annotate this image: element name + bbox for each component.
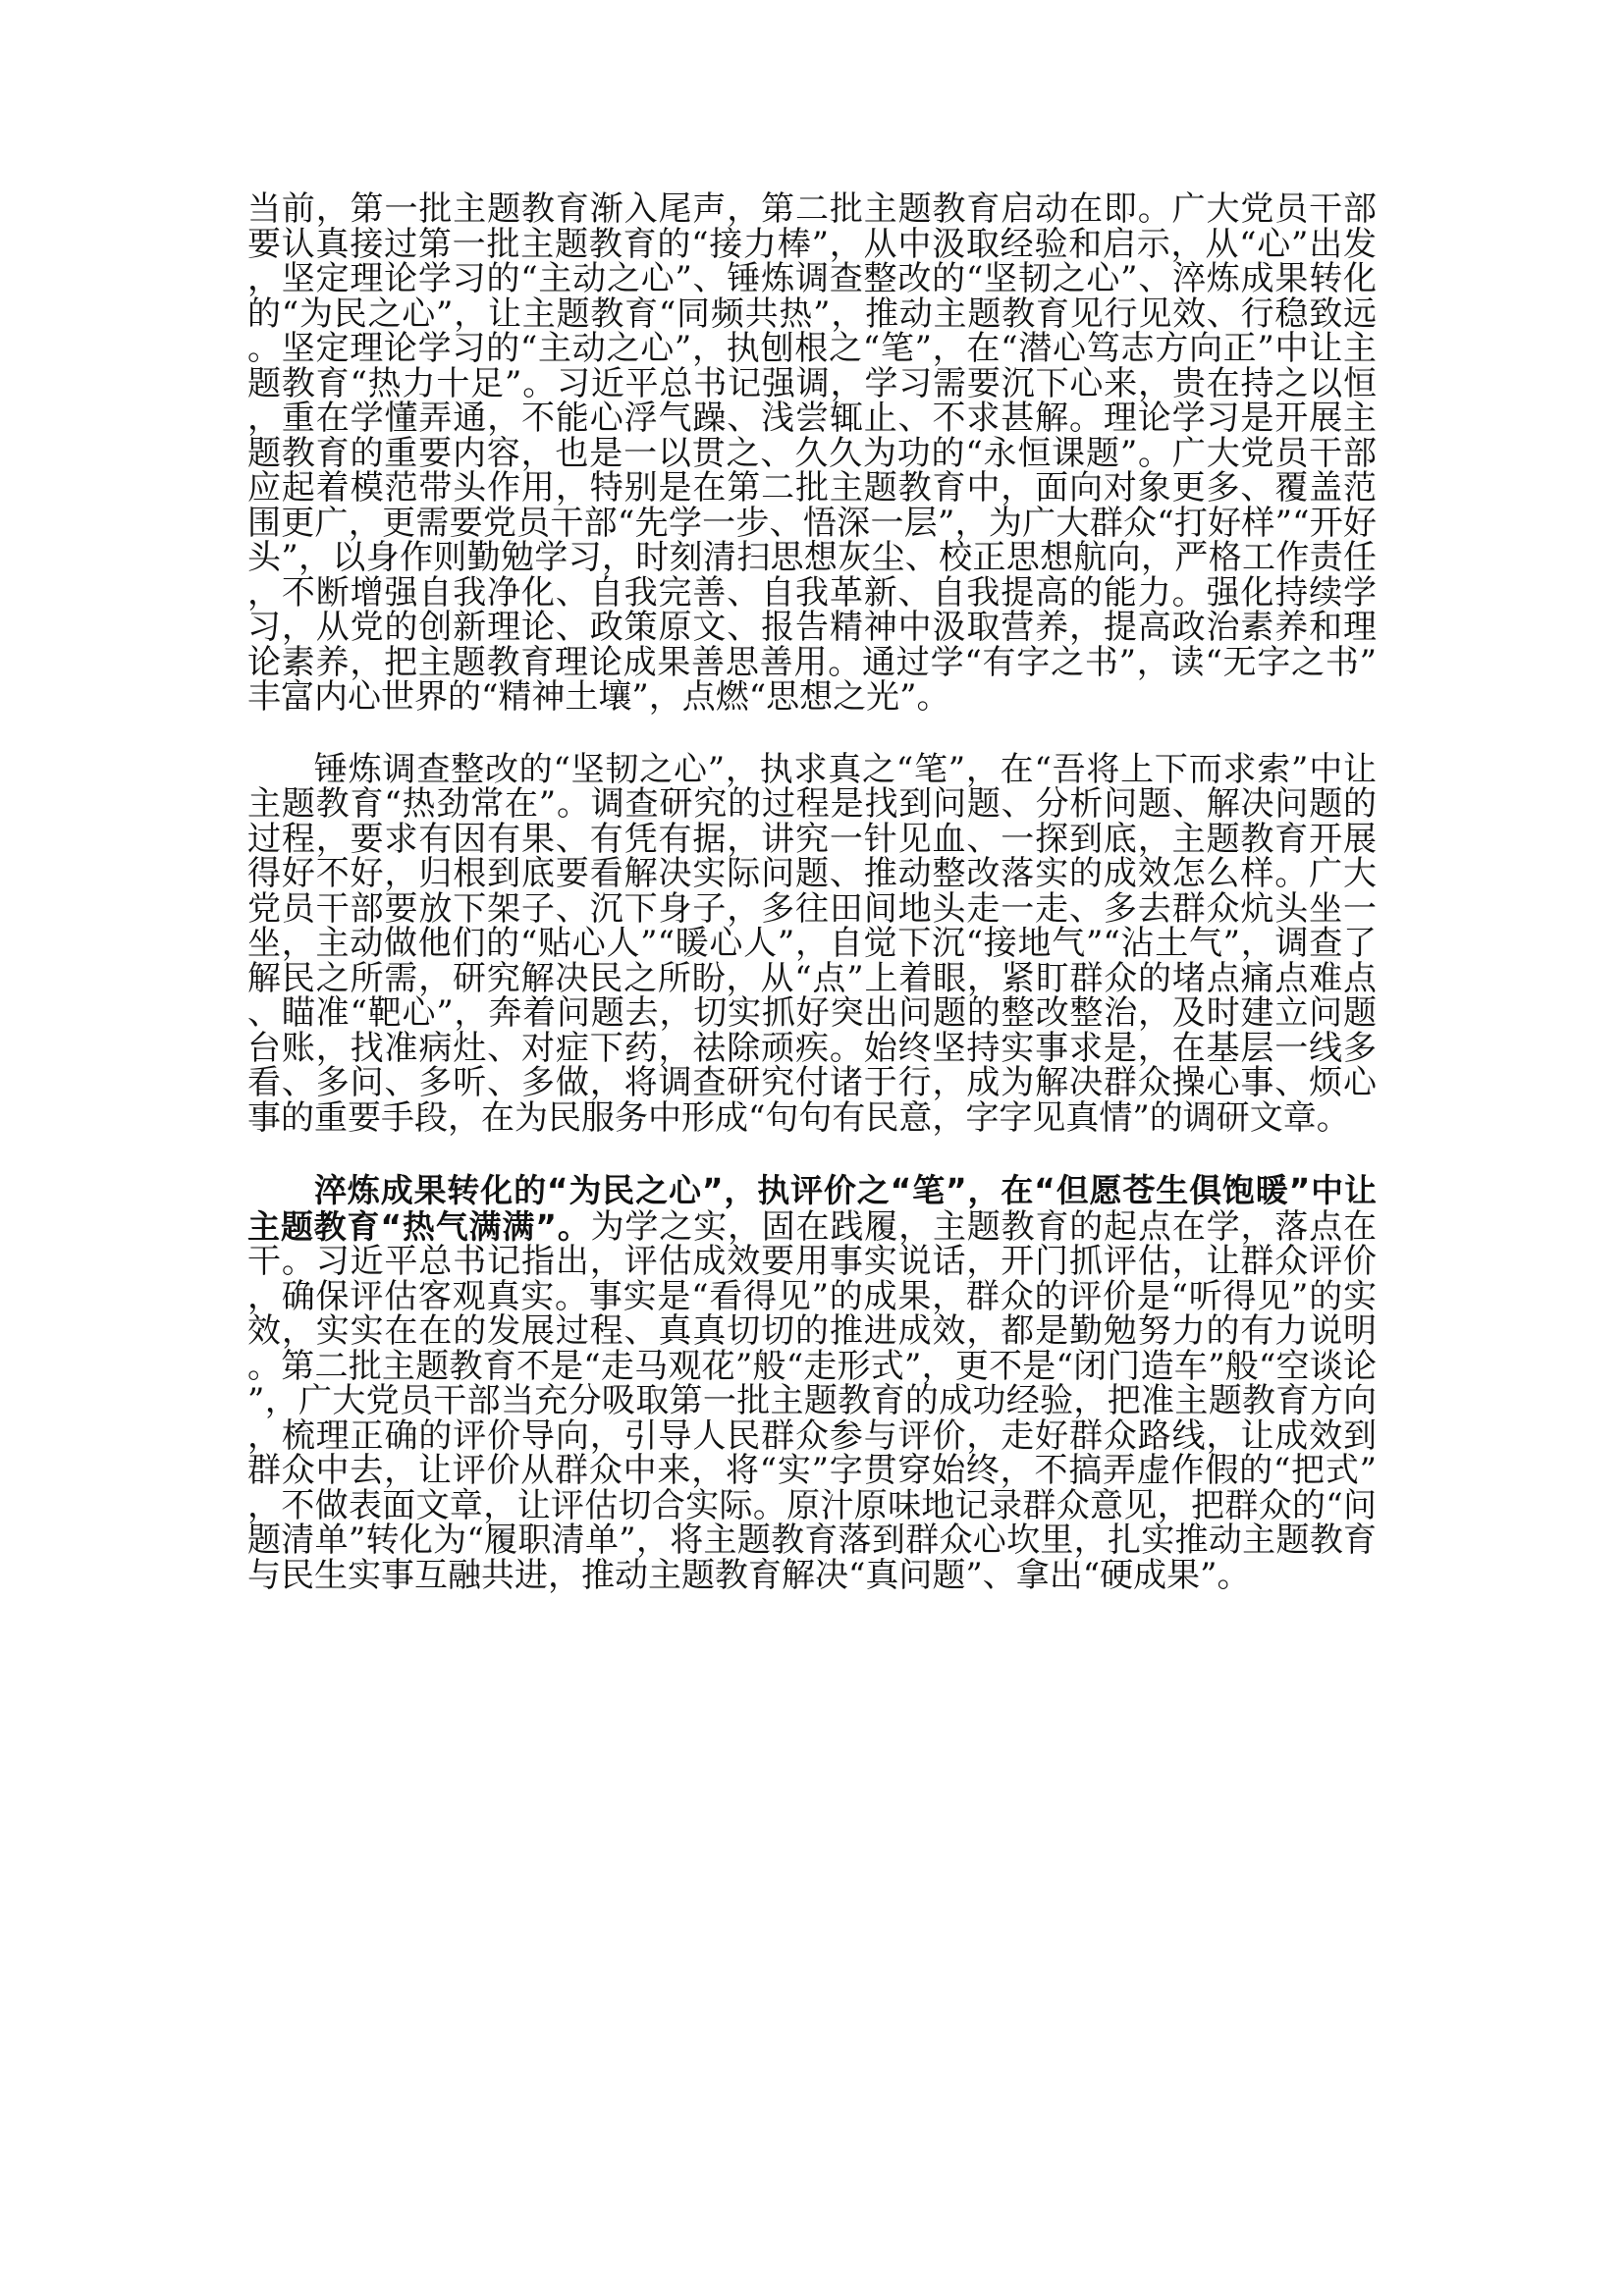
paragraph-3-body: 为学之实，固在践履，主题教育的起点在学，落点在干。习近平总书记指出，评估成效要用事实说话，开门抓评估，让群众评价，确保评估客观真实。事实是“看得见”的成果，群众的评价是“听得见”的实效，实实在在的发展过程、真真切切的推进成效，都是勤勉努力的有力说明。第二批主题教育不是“走马观花”般“走形式”，更不是“闭门造车”般“空谈论”，广大党员干部当充分吸取第一批主题教育的成功经验，把准主题教育方向，梳理正确的评价导向，引导人民群众参与评价，走好群众路线，让成效到群众中去，让评价从群众中来，将“实”字贯穿始终，不搞弄虚作假的“把式”，不做表面文章，让评估切合实际。原汁原味地记录群众意见，把群众的“问题清单”转化为“履职清单”，将主题教育落到群众心坎里，扎实推动主题教育与民生实事互融共进，推动主题教育解决“真问题”、拿出“硬成果”。: [247, 1206, 1377, 1595]
paragraph-1: 当前，第一批主题教育渐入尾声，第二批主题教育启动在即。广大党员干部要认真接过第一批主题教育的“接力棒”，从中汲取经验和启示，从“心”出发，坚定理论学习的“主动之心”、锤炼调查整改的“坚韧之心”、淬炼成果转化的“为民之心”，让主题教育“同频共热”，推动主题教育见行见效、行稳致远。坚定理论学习的“主动之心”，执刨根之“笔”，在“潜心笃志方向正”中让主题教育“热力十足”。习近平总书记强调，学习需要沉下心来，贵在持之以恒，重在学懂弄通，不能心浮气躁、浅尝辄止、不求甚解。理论学习是开展主题教育的重要内容，也是一以贯之、久久为功的“永恒课题”。广大党员干部应起着模范带头作用，特别是在第二批主题教育中，面向对象更多、覆盖范围更广，更需要党员干部“先学一步、悟深一层”，为广大群众“打好样”“开好头”，以身作则勤勉学习，时刻清扫思想灰尘、校正思想航向，严格工作责任，不断增强自我净化、自我完善、自我革新、自我提高的能力。强化持续学习，从党的创新理论、政策原文、报告精神中汲取营养，提高政治素养和理论素养，把主题教育理论成果善思善用。通过学“有字之书”，读“无字之书”丰富内心世界的“精神土壤”，点燃“思想之光”。: [247, 189, 1377, 717]
paragraph-3-lead-sentence: 淬炼成果转化的“为民之心”，执评价之“笔”，在“但愿苍生俱饱暖”中让主题教育“热气满满”。: [247, 1171, 1377, 1246]
paragraph-spacer: [247, 716, 1377, 753]
document-body: [247, 189, 1377, 1595]
paragraph-3: [247, 1173, 1377, 1593]
paragraph-spacer: [247, 1136, 1377, 1173]
paragraph-2: 锤炼调查整改的“坚韧之心”，执求真之“笔”，在“吾将上下而求索”中让主题教育“热劲常在”。调查研究的过程是找到问题、分析问题、解决问题的过程，要求有因有果、有凭有据，讲究一针见血、一探到底，主题教育开展得好不好，归根到底要看解决实际问题、推动整改落实的成效怎么样。广大党员干部要放下架子、沉下身子，多往田间地头走一走、多去群众炕头坐一坐，主动做他们的“贴心人”“暖心人”，自觉下沉“接地气”“沾土气”，调查了解民之所需，研究解决民之所盼，从“点”上着眼，紧盯群众的堵点痛点难点、瞄准“靶心”，奔着问题去，切实抓好突出问题的整改整治，及时建立问题台账，找准病灶、对症下药，祛除顽疾。始终坚持实事求是，在基层一线多看、多问、多听、多做，将调查研究付诸于行，成为解决群众操心事、烦心事的重要手段，在为民服务中形成“句句有民意，字字见真情”的调研文章。: [247, 749, 1377, 1138]
